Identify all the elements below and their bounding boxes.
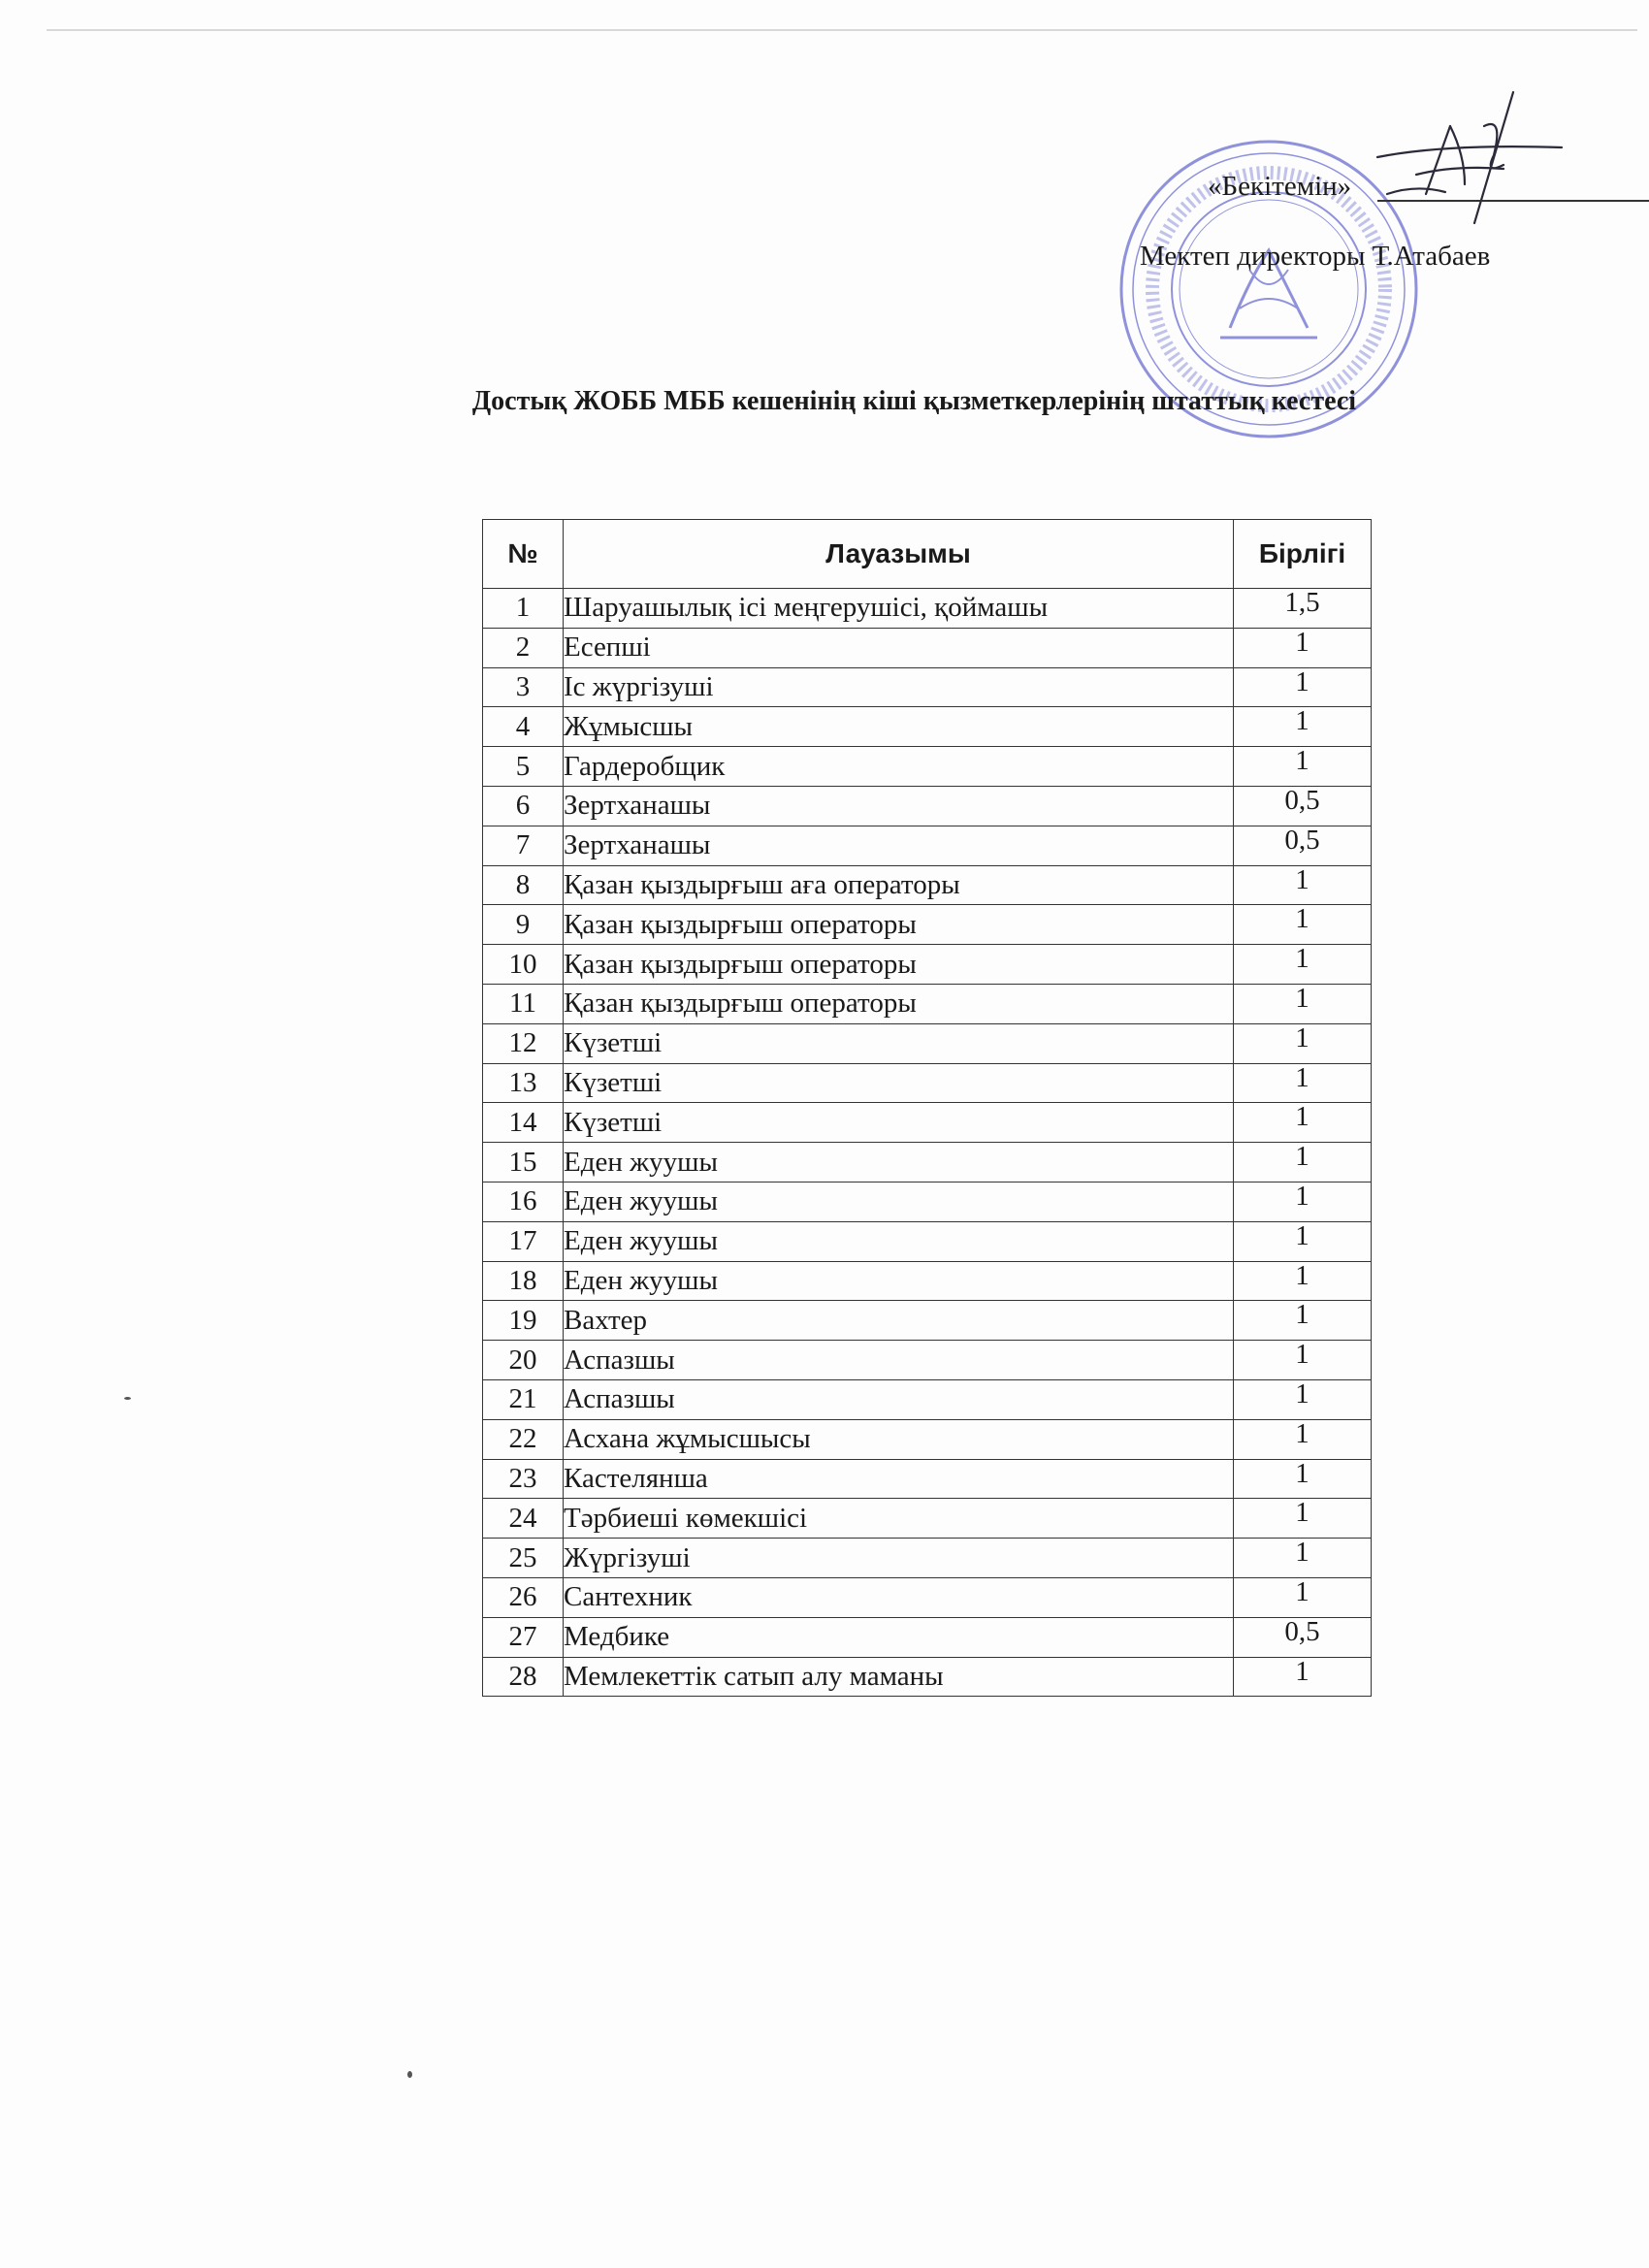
row-units: 0,5 bbox=[1234, 1617, 1372, 1657]
row-units: 1 bbox=[1234, 984, 1372, 1023]
row-position: Еден жуушы bbox=[564, 1182, 1234, 1221]
row-units: 1 bbox=[1234, 1539, 1372, 1578]
row-position: Күзетші bbox=[564, 1103, 1234, 1143]
row-units: 1 bbox=[1234, 1341, 1372, 1380]
column-header-position: Лауазымы bbox=[564, 520, 1234, 589]
row-units: 1 bbox=[1234, 1657, 1372, 1697]
table-row bbox=[483, 1577, 1372, 1617]
row-number: 1 bbox=[483, 589, 564, 629]
row-position: Қазан қыздырғыш операторы bbox=[564, 905, 1234, 945]
row-number: 12 bbox=[483, 1023, 564, 1063]
row-units: 1 bbox=[1234, 628, 1372, 667]
row-number: 16 bbox=[483, 1182, 564, 1221]
row-position: Мемлекеттік сатып алу маманы bbox=[564, 1657, 1234, 1697]
table-row bbox=[483, 747, 1372, 787]
row-position: Аспазшы bbox=[564, 1379, 1234, 1419]
row-position: Сантехник bbox=[564, 1577, 1234, 1617]
row-units: 1 bbox=[1234, 1103, 1372, 1143]
row-units: 1 bbox=[1234, 707, 1372, 747]
row-position: Зертханашы bbox=[564, 786, 1234, 826]
row-number: 19 bbox=[483, 1301, 564, 1341]
approval-label: «Бекітемін» bbox=[1208, 171, 1352, 202]
row-number: 15 bbox=[483, 1143, 564, 1183]
row-number: 7 bbox=[483, 826, 564, 865]
table-row bbox=[483, 984, 1372, 1023]
scan-speck bbox=[407, 2071, 412, 2078]
row-position: Есепші bbox=[564, 628, 1234, 667]
row-position: Іс жүргізуші bbox=[564, 667, 1234, 707]
row-units: 1 bbox=[1234, 1063, 1372, 1103]
table-row bbox=[483, 865, 1372, 905]
row-position: Күзетші bbox=[564, 1023, 1234, 1063]
row-units: 1 bbox=[1234, 1301, 1372, 1341]
row-units: 1 bbox=[1234, 905, 1372, 945]
row-number: 6 bbox=[483, 786, 564, 826]
table-row bbox=[483, 667, 1372, 707]
table-row bbox=[483, 826, 1372, 865]
table-row bbox=[483, 1023, 1372, 1063]
row-position: Зертханашы bbox=[564, 826, 1234, 865]
table-row bbox=[483, 1261, 1372, 1301]
row-units: 1 bbox=[1234, 667, 1372, 707]
row-number: 21 bbox=[483, 1379, 564, 1419]
row-units: 1 bbox=[1234, 1577, 1372, 1617]
row-number: 23 bbox=[483, 1459, 564, 1499]
column-header-units: Бірлігі bbox=[1234, 520, 1372, 589]
row-units: 1 bbox=[1234, 1261, 1372, 1301]
row-units: 1 bbox=[1234, 1459, 1372, 1499]
row-number: 17 bbox=[483, 1221, 564, 1261]
table-row bbox=[483, 1341, 1372, 1380]
table-row bbox=[483, 1301, 1372, 1341]
table-row bbox=[483, 1499, 1372, 1539]
row-position: Қазан қыздырғыш операторы bbox=[564, 984, 1234, 1023]
row-units: 1 bbox=[1234, 1182, 1372, 1221]
signature-line bbox=[1377, 200, 1649, 202]
row-units: 1 bbox=[1234, 865, 1372, 905]
table-row bbox=[483, 905, 1372, 945]
row-number: 9 bbox=[483, 905, 564, 945]
row-units: 1 bbox=[1234, 1499, 1372, 1539]
document-title: Достық ЖОББ МББ кешенінің кіші қызметкерлерінің штаттық кестесі bbox=[471, 386, 1357, 416]
row-position: Еден жуушы bbox=[564, 1261, 1234, 1301]
row-position: Қазан қыздырғыш операторы bbox=[564, 945, 1234, 985]
director-name: Мектеп директоры Т.Атабаев bbox=[1140, 241, 1491, 272]
row-units: 1 bbox=[1234, 945, 1372, 985]
row-number: 14 bbox=[483, 1103, 564, 1143]
row-number: 13 bbox=[483, 1063, 564, 1103]
row-position: Еден жуушы bbox=[564, 1143, 1234, 1183]
row-units: 1,5 bbox=[1234, 589, 1372, 629]
row-units: 1 bbox=[1234, 1419, 1372, 1459]
table-row bbox=[483, 1143, 1372, 1183]
row-number: 28 bbox=[483, 1657, 564, 1697]
row-number: 10 bbox=[483, 945, 564, 985]
scan-edge-line bbox=[47, 29, 1637, 31]
approval-block bbox=[1101, 161, 1557, 297]
table-row bbox=[483, 1182, 1372, 1221]
table-row bbox=[483, 1063, 1372, 1103]
row-number: 11 bbox=[483, 984, 564, 1023]
row-position: Тәрбиеші көмекшісі bbox=[564, 1499, 1234, 1539]
column-header-number: № bbox=[483, 520, 564, 589]
table-row bbox=[483, 1103, 1372, 1143]
row-number: 2 bbox=[483, 628, 564, 667]
row-position: Асхана жұмысшысы bbox=[564, 1419, 1234, 1459]
row-position: Кастелянша bbox=[564, 1459, 1234, 1499]
scan-speck bbox=[124, 1397, 131, 1400]
row-number: 18 bbox=[483, 1261, 564, 1301]
row-number: 24 bbox=[483, 1499, 564, 1539]
row-units: 0,5 bbox=[1234, 786, 1372, 826]
table-row bbox=[483, 945, 1372, 985]
table-row bbox=[483, 707, 1372, 747]
table-row bbox=[483, 589, 1372, 629]
row-position: Жұмысшы bbox=[564, 707, 1234, 747]
row-position: Аспазшы bbox=[564, 1341, 1234, 1380]
row-number: 27 bbox=[483, 1617, 564, 1657]
table-row bbox=[483, 1379, 1372, 1419]
row-units: 0,5 bbox=[1234, 826, 1372, 865]
row-position: Еден жуушы bbox=[564, 1221, 1234, 1261]
row-position: Шаруашылық ісі меңгерушісі, қоймашы bbox=[564, 589, 1234, 629]
row-number: 25 bbox=[483, 1539, 564, 1578]
row-position: Жүргізуші bbox=[564, 1539, 1234, 1578]
row-units: 1 bbox=[1234, 1379, 1372, 1419]
row-units: 1 bbox=[1234, 1023, 1372, 1063]
table-row bbox=[483, 1617, 1372, 1657]
table-row bbox=[483, 786, 1372, 826]
row-number: 3 bbox=[483, 667, 564, 707]
row-units: 1 bbox=[1234, 747, 1372, 787]
table-row bbox=[483, 1221, 1372, 1261]
row-number: 22 bbox=[483, 1419, 564, 1459]
row-number: 8 bbox=[483, 865, 564, 905]
row-position: Гардеробщик bbox=[564, 747, 1234, 787]
staff-table bbox=[482, 519, 1372, 1697]
table-row bbox=[483, 1539, 1372, 1578]
row-position: Вахтер bbox=[564, 1301, 1234, 1341]
table-row bbox=[483, 1459, 1372, 1499]
row-position: Медбике bbox=[564, 1617, 1234, 1657]
row-units: 1 bbox=[1234, 1143, 1372, 1183]
row-position: Қазан қыздырғыш аға операторы bbox=[564, 865, 1234, 905]
table-row bbox=[483, 628, 1372, 667]
row-position: Күзетші bbox=[564, 1063, 1234, 1103]
row-number: 26 bbox=[483, 1577, 564, 1617]
row-number: 4 bbox=[483, 707, 564, 747]
row-number: 20 bbox=[483, 1341, 564, 1380]
row-units: 1 bbox=[1234, 1221, 1372, 1261]
row-number: 5 bbox=[483, 747, 564, 787]
table-row bbox=[483, 1657, 1372, 1697]
table-row bbox=[483, 1419, 1372, 1459]
table-header-row bbox=[483, 520, 1372, 589]
